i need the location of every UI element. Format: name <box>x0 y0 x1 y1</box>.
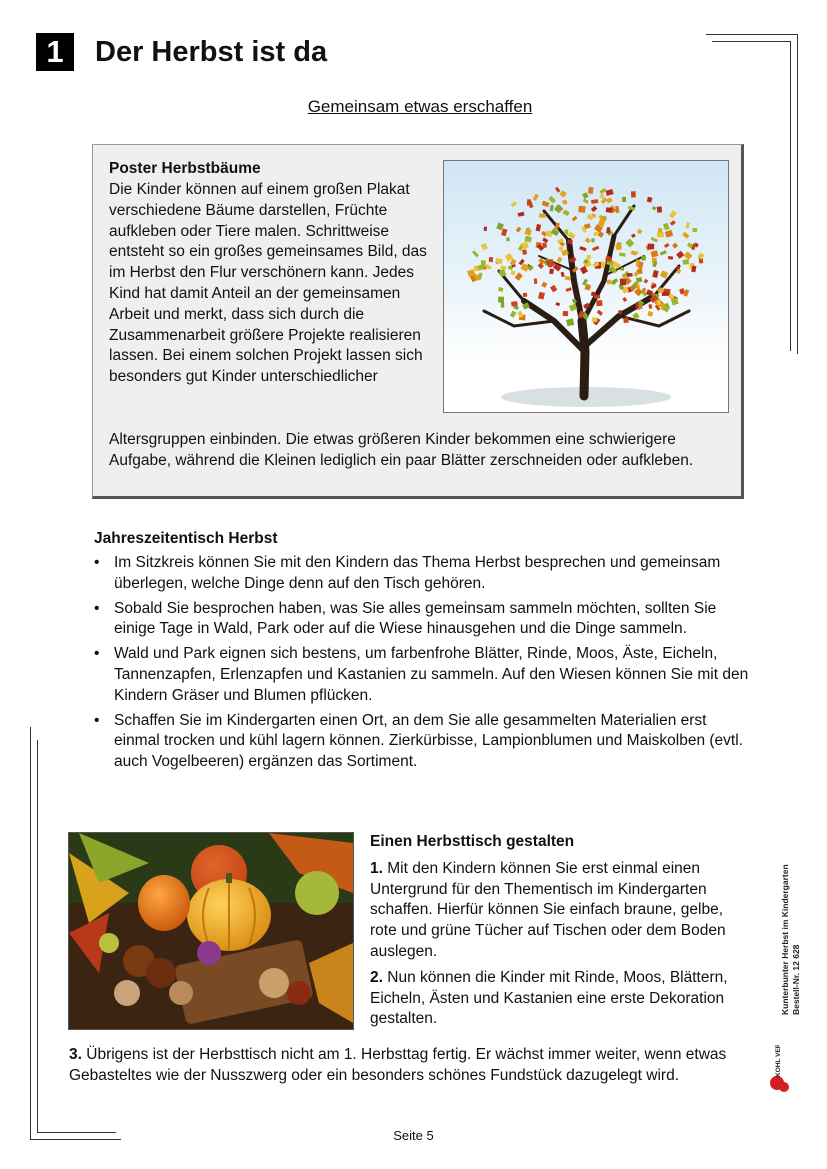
leaf <box>676 251 684 259</box>
book-info-vertical <box>780 864 802 1015</box>
leaf <box>511 271 516 276</box>
leaf <box>668 256 673 260</box>
leaf <box>550 285 557 293</box>
svg-text:KOHL VERLAG: KOHL VERLAG <box>775 1045 782 1077</box>
leaf <box>511 201 517 207</box>
leaf <box>635 303 638 308</box>
leaf <box>498 287 504 292</box>
list-item: • Schaffen Sie im Kindergarten einen Ort, an dem Sie alle gesammelten Materialien erst einmal trocken und kühl lagern können. Zierkürbisse, Lampionblumen und Maiskolben (evtl. auch Vogelbeeren) ergänzen das Sortiment. <box>92 711 752 773</box>
section-subtitle: Gemeinsam etwas erschaffen <box>307 97 533 116</box>
leaf <box>606 207 613 213</box>
leaf <box>596 300 602 306</box>
leaf <box>660 270 668 278</box>
leaf <box>489 257 493 262</box>
leaf <box>566 319 574 327</box>
leaf <box>682 232 689 239</box>
poster-info-box <box>92 144 744 499</box>
autumn-table-photo <box>68 832 354 1030</box>
leaf <box>620 267 624 271</box>
leaf <box>534 278 537 284</box>
leaf <box>651 237 658 243</box>
autumn-tree-image <box>443 160 729 413</box>
leaf <box>685 222 690 229</box>
leaf <box>561 272 565 277</box>
publisher-logo <box>768 1045 792 1095</box>
season-table-list <box>92 553 752 777</box>
page-number: Seite 5 <box>393 1128 434 1143</box>
leaf <box>636 284 640 290</box>
leaf <box>506 237 509 241</box>
leaf <box>662 292 669 296</box>
leaf <box>582 192 589 199</box>
leaf <box>622 274 626 278</box>
list-item: • Im Sitzkreis können Sie mit den Kindern das Thema Herbst besprechen und gemeinsam überlegen, welche Dinge denn auf den Tisch gehören. <box>92 553 752 595</box>
leaf <box>528 201 533 208</box>
leaf <box>585 237 591 243</box>
poster-text: Die Kinder können auf einem großen Plakat verschiedene Bäume darstellen, Früchte aufkleben oder Tiere malen. Schrittweise entsteht so ein großes gemeinsames Bild, das im Herbst den Flur verschönern kann. Jedes Kind hat damit Anteil an der gemeinsamen Arbeit und merkt, dass sich durch die Zusammenarbeit größere Projekte realisieren lassen. Bei einem solchen Projekt lassen sich besonders gut Kinder unterschiedlicher <box>109 181 427 386</box>
leaf <box>669 210 677 218</box>
leaf <box>657 206 662 212</box>
step-1 <box>370 859 750 963</box>
leaf <box>619 252 626 256</box>
autumn-table-column <box>370 832 750 1035</box>
leaf <box>472 250 479 257</box>
leaf <box>501 229 507 237</box>
leaf <box>565 276 571 281</box>
leaf <box>615 244 622 251</box>
leaf <box>524 236 531 243</box>
leaf <box>588 187 594 194</box>
leaf <box>518 212 525 217</box>
leaf <box>559 190 566 197</box>
leaf <box>631 234 636 238</box>
autumn-tree-illustration <box>444 161 728 412</box>
leaf <box>498 297 504 303</box>
leaf <box>526 228 530 232</box>
leaf <box>647 311 653 317</box>
leaf <box>555 302 560 306</box>
leaf <box>555 187 561 193</box>
leaf <box>579 246 586 251</box>
step-number: 1. <box>370 859 383 877</box>
leaf <box>565 287 571 292</box>
leaf <box>648 244 655 250</box>
leaf <box>542 201 550 207</box>
leaf <box>583 198 589 203</box>
kohl-verlag-logo-icon <box>768 1045 792 1095</box>
corner-line-bottom-v2 <box>37 740 38 1132</box>
leaf <box>652 270 658 278</box>
leaf <box>660 250 667 255</box>
leaf <box>536 224 542 232</box>
leaf <box>627 273 633 277</box>
leaf <box>651 250 659 257</box>
leaf <box>684 251 693 260</box>
leaf <box>625 239 634 248</box>
leaf <box>510 311 517 318</box>
page-title: Der Herbst ist da <box>95 36 328 68</box>
leaf <box>592 317 598 322</box>
list-item: • Wald und Park eignen sich bestens, um farbenfrohe Blätter, Rinde, Moos, Äste, Eicheln, Tannenzapfen, Erlenzapfen und Kastanien zu sammeln. Auf den Wiesen können Sie mit den Kindern Gräser und Blumen pflücken. <box>92 644 752 706</box>
leaf <box>597 310 603 316</box>
leaf <box>622 297 627 302</box>
leaf <box>647 197 653 203</box>
leaf <box>663 223 670 231</box>
leaf <box>484 227 487 231</box>
leaf <box>539 213 546 218</box>
leaf <box>541 282 547 288</box>
leaf <box>542 243 547 248</box>
leaf <box>550 205 554 212</box>
leaf <box>500 265 506 270</box>
leaf <box>558 246 563 251</box>
leaf <box>563 210 570 216</box>
leaf <box>600 188 607 194</box>
corner-line-top-h2 <box>712 41 791 42</box>
leaf <box>648 304 652 309</box>
leaf <box>670 220 676 226</box>
leaf <box>623 317 629 323</box>
leaf <box>592 246 599 251</box>
step-2 <box>370 968 750 1030</box>
leaf <box>549 196 556 204</box>
poster-title: Poster Herbstbäume <box>109 160 261 177</box>
leaf <box>615 206 620 213</box>
leaf <box>641 256 646 261</box>
leaf <box>538 292 545 300</box>
book-title: Kunterbunter Herbst im Kindergarten <box>780 864 790 1015</box>
leaf <box>585 284 591 291</box>
leaf <box>591 206 598 212</box>
corner-line-top-h <box>706 34 797 35</box>
leaf <box>606 197 613 203</box>
leaf <box>564 230 568 235</box>
leaf <box>562 200 567 205</box>
leaf <box>665 230 674 238</box>
step-text: Mit den Kindern können Sie erst einmal einen Untergrund für den Thementisch im Kindergarten schaffen. Hierfür können Sie einfach braune, gelbe, rote und grüne Tücher auf Tischen oder dem Boden auslegen. <box>370 859 726 960</box>
leaf <box>516 227 522 233</box>
leaf <box>522 249 527 255</box>
leaf <box>501 303 504 308</box>
leaf <box>572 216 578 222</box>
corner-line-bottom-v <box>30 727 31 1139</box>
leaf <box>692 228 697 232</box>
leaf <box>698 253 705 260</box>
leaf <box>578 206 585 213</box>
leaf <box>481 243 488 250</box>
leaf <box>591 199 598 204</box>
leaf <box>652 206 656 210</box>
leaf <box>631 250 637 255</box>
leaf <box>622 197 626 202</box>
step-number: 2. <box>370 968 383 986</box>
leaf <box>549 269 554 275</box>
leaf <box>554 204 562 212</box>
chapter-number: 1 <box>36 33 74 71</box>
leaf <box>664 243 670 248</box>
leaf <box>542 238 548 244</box>
leaf <box>511 301 518 306</box>
leaf <box>672 243 678 249</box>
leaf <box>607 280 611 285</box>
leaf <box>599 193 604 199</box>
leaf <box>587 255 591 259</box>
corner-line-top-v2 <box>790 41 791 351</box>
step-text: Übrigens ist der Herbsttisch nicht am 1. Herbsttag fertig. Er wächst immer weiter, wenn etwas Gebasteltes wie der Nusszwerg oder ein besonders schönes Fundstück dazugelegt wird. <box>69 1046 727 1084</box>
leaf <box>563 311 569 316</box>
order-number: Bestell-Nr. 12 628 <box>791 944 801 1015</box>
season-table-title: Jahreszeitentisch Herbst <box>94 530 278 547</box>
leaf <box>605 189 613 196</box>
list-item: • Sobald Sie besprochen haben, was Sie alles gemeinsam sammeln möchten, sollten Sie einige Tage in Wald, Park oder auf die Wiese hinausgehen und die Dinge sammeln. <box>92 599 752 641</box>
leaf <box>683 259 690 264</box>
leaf <box>533 194 539 201</box>
step-3 <box>69 1045 759 1087</box>
leaf <box>523 293 528 298</box>
corner-line-top-v <box>797 34 798 354</box>
poster-text-continued: Altersgruppen einbinden. Die etwas größeren Kinder bekommen eine schwierigere Aufgabe, während die Kleinen lediglich ein paar Blätter zerschneiden oder aufkleben. <box>109 431 694 469</box>
leaf <box>637 229 642 234</box>
step-text: Nun können die Kinder mit Rinde, Moos, Blättern, Eicheln, Ästen und Kastanien eine erste Dekoration gestalten. <box>370 968 728 1028</box>
pumpkins-chestnuts-illustration <box>69 833 353 1029</box>
leaf <box>556 257 562 263</box>
step-number: 3. <box>69 1046 82 1063</box>
autumn-table-title: Einen Herbsttisch gestalten <box>370 833 575 850</box>
leaf <box>657 232 664 238</box>
leaf <box>591 238 594 242</box>
leaf <box>515 272 523 280</box>
leaf <box>620 279 626 286</box>
leaf <box>631 191 636 197</box>
leaf <box>481 260 486 265</box>
leaf <box>644 279 649 284</box>
leaf <box>636 277 643 283</box>
